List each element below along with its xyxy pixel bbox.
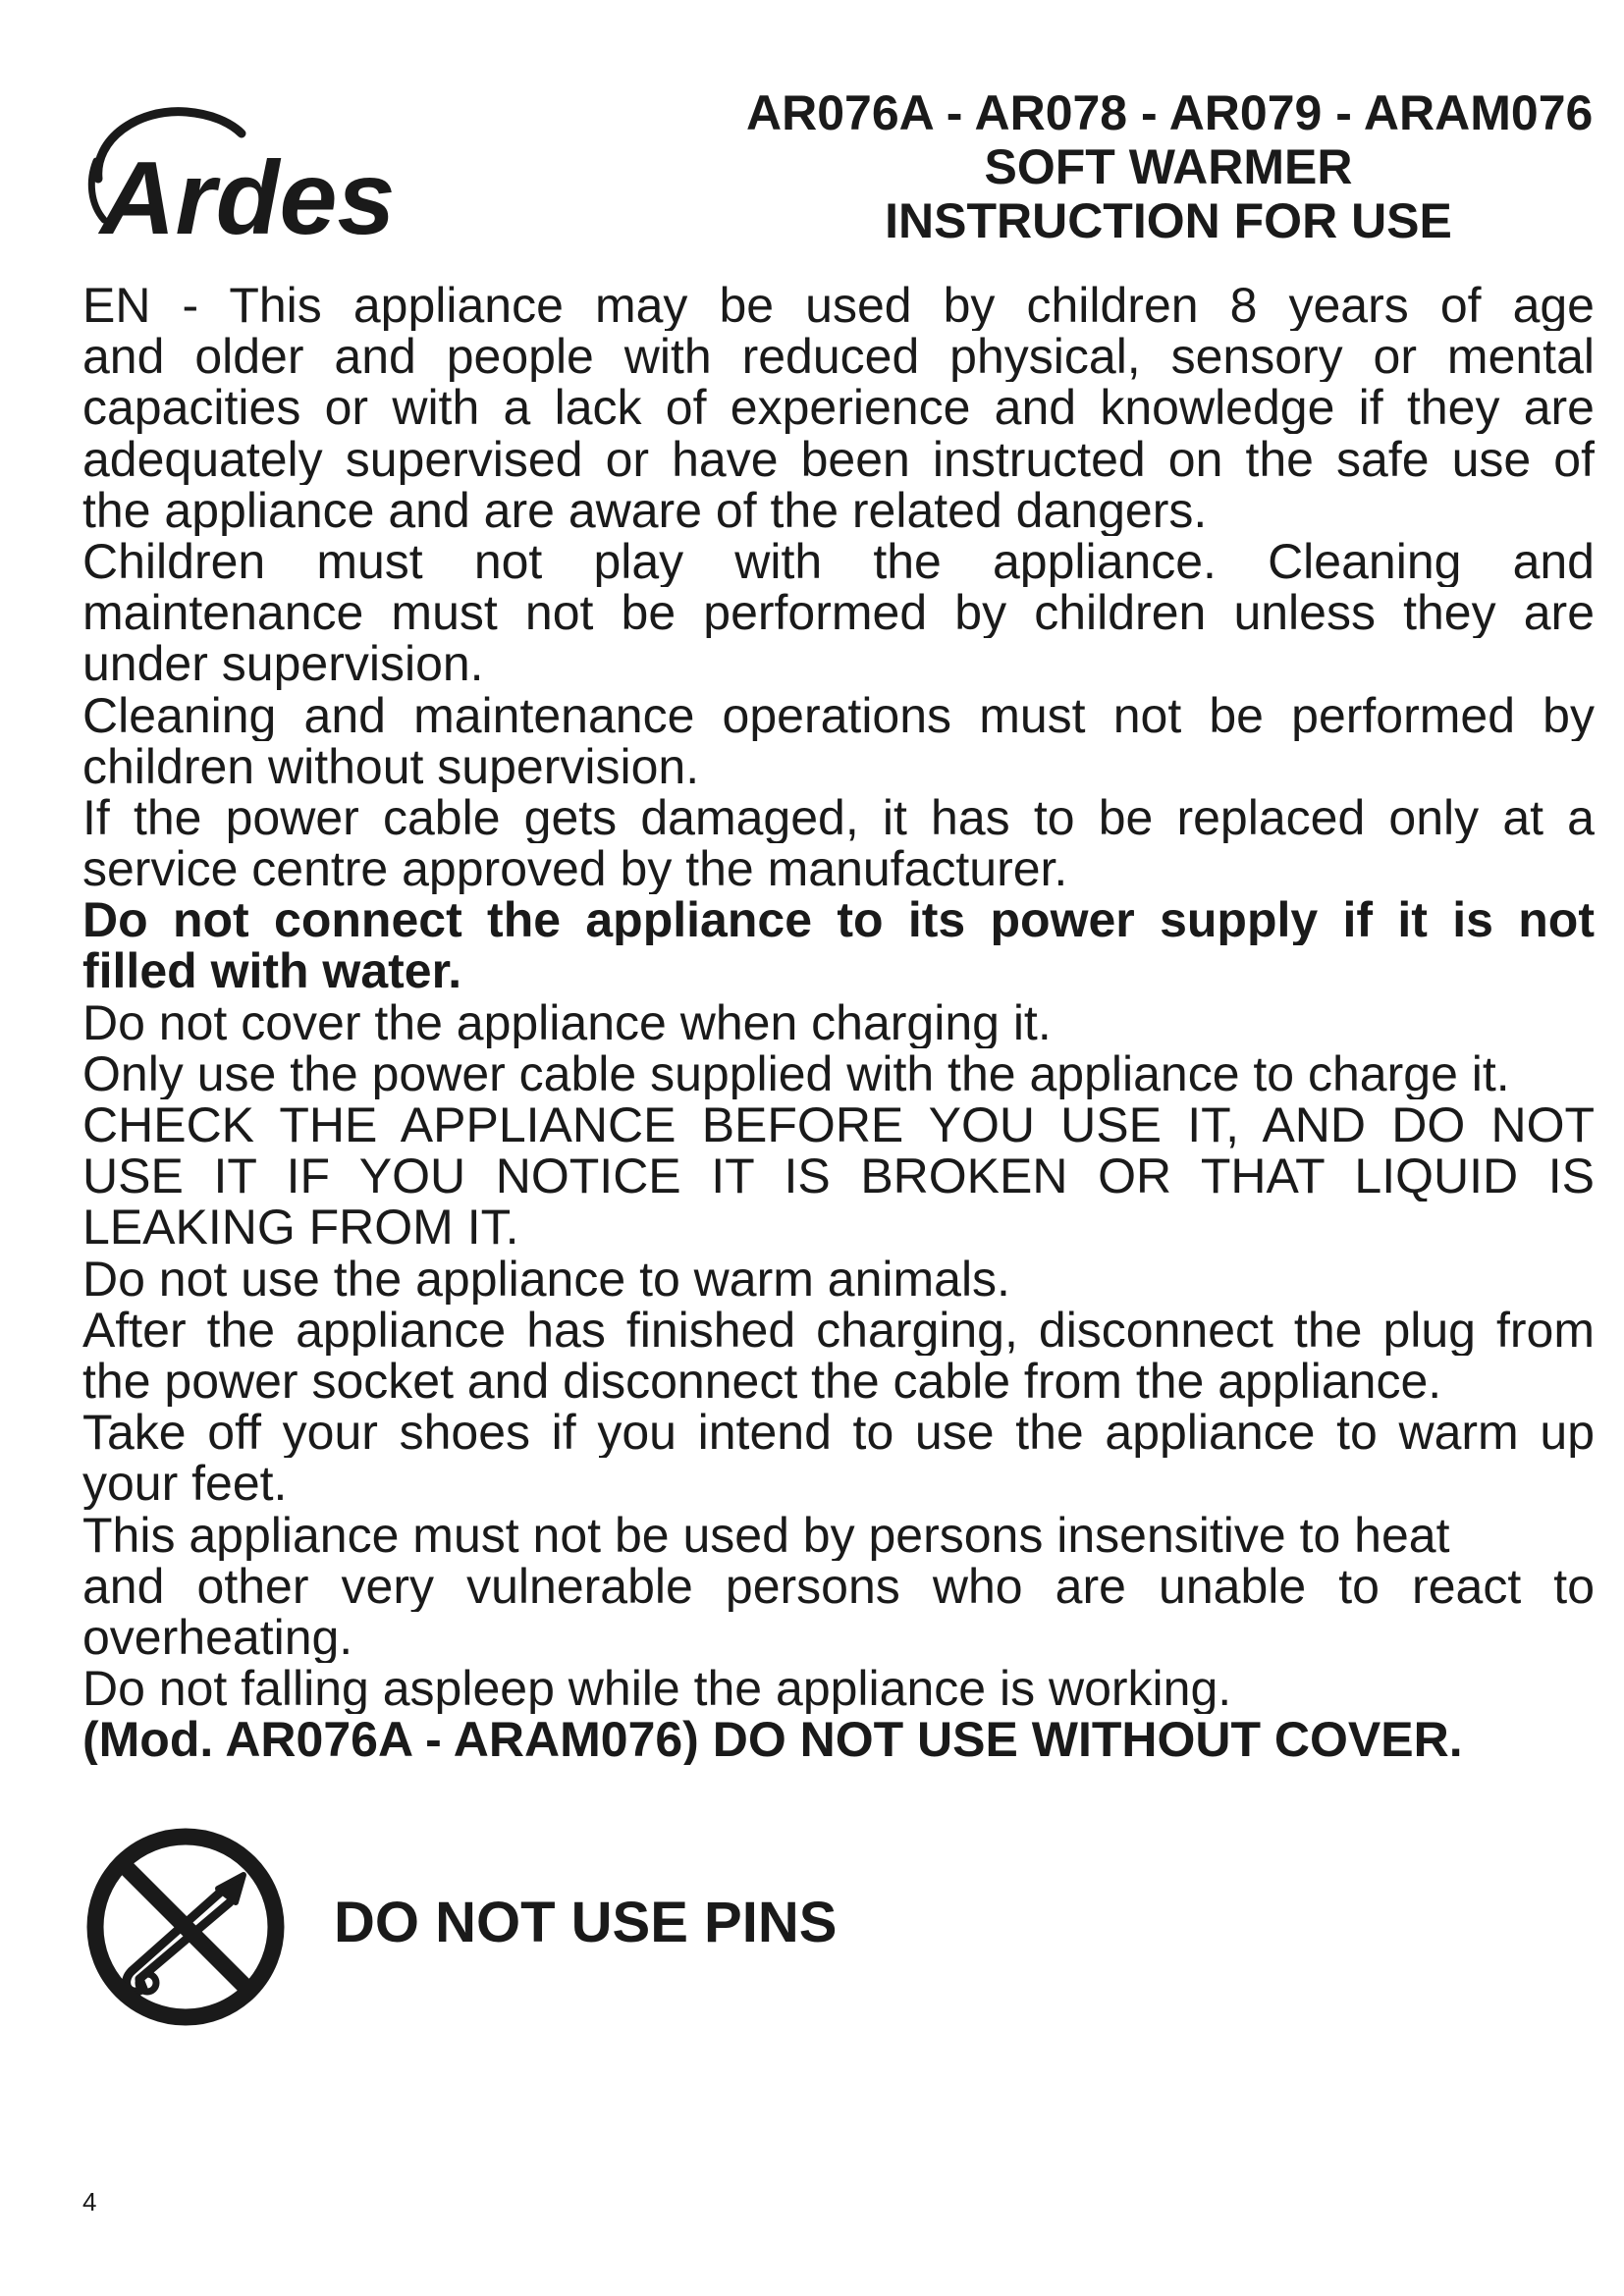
logo-wordmark: Ardes: [100, 140, 396, 245]
instruction-line: Do not use the appliance to warm animals.: [82, 1253, 1010, 1305]
instruction-line: maintenance must not be performed by children unless they are: [82, 587, 1595, 639]
instruction-line: Children must not play with the appliance. Cleaning and: [82, 535, 1595, 588]
instructions-text: [82, 280, 1595, 1765]
instruction-line: and other very vulnerable persons who are unable to react to: [82, 1560, 1595, 1612]
instruction-line: Take off your shoes if you intend to use the appliance to warm up: [82, 1407, 1595, 1459]
ardes-logo: [82, 98, 436, 245]
instruction-line: If the power cable gets damaged, it has to be replaced only at a: [82, 791, 1595, 844]
document-header: [746, 85, 1594, 248]
bold-warning-line: filled with water.: [82, 945, 462, 997]
instruction-line: Only use the power cable supplied with the appliance to charge it.: [82, 1047, 1510, 1099]
ardes-logo-mark: [82, 98, 436, 245]
instruction-line: your feet.: [82, 1458, 288, 1510]
instruction-line: overheating.: [82, 1611, 353, 1664]
bold-warning-line: (Mod. AR076A - ARAM076) DO NOT USE WITHOUT COVER.: [82, 1714, 1463, 1766]
instruction-line: Do not cover the appliance when charging it.: [82, 996, 1052, 1048]
page-number: 4: [82, 2187, 97, 2216]
instruction-line: Do not falling aspleep while the appliance is working.: [82, 1663, 1232, 1715]
instruction-line: children without supervision.: [82, 740, 700, 792]
document-type: INSTRUCTION FOR USE: [885, 193, 1452, 248]
instruction-line: service centre approved by the manufacturer.: [82, 843, 1068, 895]
no-pins-icon: [82, 1824, 289, 2030]
product-name: SOFT WARMER: [984, 139, 1353, 194]
instruction-line: CHECK THE APPLIANCE BEFORE YOU USE IT, AND DO NOT: [82, 1099, 1595, 1151]
instruction-line: under supervision.: [82, 638, 484, 690]
pin-warning-label: DO NOT USE PINS: [334, 1891, 838, 1954]
instruction-line: LEAKING FROM IT.: [82, 1201, 519, 1254]
instruction-line: EN - This appliance may be used by children 8 years of age: [82, 280, 1595, 332]
instruction-line: the power socket and disconnect the cable from the appliance.: [82, 1355, 1442, 1408]
instruction-line: and older and people with reduced physical, sensory or mental: [82, 331, 1595, 383]
instruction-line: USE IT IF YOU NOTICE IT IS BROKEN OR THAT LIQUID IS: [82, 1150, 1595, 1202]
instruction-line: After the appliance has finished charging, disconnect the plug from: [82, 1304, 1595, 1356]
instruction-line: the appliance and are aware of the related dangers.: [82, 484, 1208, 536]
model-numbers: AR076A - AR078 - AR079 - ARAM076: [746, 85, 1594, 140]
instruction-line: capacities or with a lack of experience and knowledge if they are: [82, 382, 1595, 434]
instruction-line: This appliance must not be used by persons insensitive to heat: [82, 1509, 1450, 1561]
instruction-line: adequately supervised or have been instructed on the safe use of: [82, 433, 1595, 485]
instruction-line: Cleaning and maintenance operations must not be performed by: [82, 689, 1595, 741]
bold-warning-line: Do not connect the appliance to its power supply if it is not: [82, 894, 1595, 946]
